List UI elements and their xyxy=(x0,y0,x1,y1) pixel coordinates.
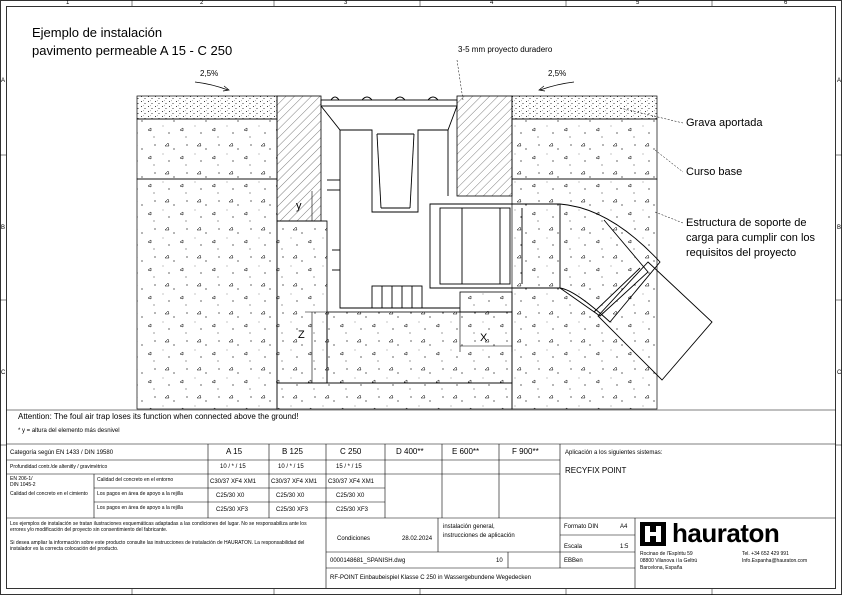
class-b125: B 125 xyxy=(282,447,303,456)
concrete1-a15: C30/37 XF4 XM1 xyxy=(210,479,257,485)
hauraton-logo-icon xyxy=(640,522,666,546)
surface-tolerance-note: 3-5 mm proyecto duradero xyxy=(458,45,553,54)
depth-b125: 10 / * / 15 xyxy=(278,464,304,470)
callout-gravel: Grava aportada xyxy=(686,117,763,129)
address-line-1: Rocinao de l'Espíritu 59 xyxy=(640,551,693,557)
base-course-left xyxy=(137,119,277,179)
class-c250: C 250 xyxy=(340,447,362,456)
depth-c250: 15 / * / 15 xyxy=(336,464,362,470)
foundation-step xyxy=(460,292,512,312)
foundation-left xyxy=(277,221,327,383)
disclaimer-1: Los ejemplos de instalación se tratan ilustraciones esquemáticas adaptadas a las condiciones del lugar. No se responsabiliza ante los errores y/o modificación del proyecto sin consentimiento del fabricante. xyxy=(10,521,307,534)
frame-col-2: 2 xyxy=(200,0,204,6)
frame-col-4: 4 xyxy=(490,0,494,6)
row-category-label: Categoría según EN 1433 / DIN 19580 xyxy=(10,450,114,456)
frame-row-a-right: A xyxy=(837,78,842,84)
row-standard-b: DIN 1045-2 xyxy=(10,482,36,488)
install-text-2: instrucciones de aplicación xyxy=(443,533,515,539)
attention-note: Attention: The foul air trap loses its function when connected above the ground! xyxy=(18,412,299,421)
callout-structure-2: carga para cumplir con los xyxy=(686,232,816,244)
drawing-title-line1: Ejemplo de instalación xyxy=(32,25,163,40)
class-d400: D 400** xyxy=(396,447,424,456)
surround-right-upper xyxy=(457,96,512,196)
class-f900: F 900** xyxy=(512,447,539,456)
install-text-1: instalación general, xyxy=(443,524,495,530)
contact-phone: Tel. +34 652 429 991 xyxy=(742,551,789,557)
point-drain-body xyxy=(321,97,460,308)
row-standard-a: EN 206-1/ xyxy=(10,476,33,482)
concrete1-b125: C30/37 XF4 XM1 xyxy=(271,479,318,485)
system-name: RECYFIX POINT xyxy=(565,466,627,475)
dimension-z-label: Z xyxy=(298,329,305,341)
editor: EBBen xyxy=(564,558,583,564)
concrete3-a15: C25/30 XF3 xyxy=(216,507,249,513)
frame-row-b: B xyxy=(1,225,6,231)
frame-row-c: C xyxy=(1,370,6,376)
slope-right-label: 2,5% xyxy=(548,69,567,78)
address-line-2: 08800 Vilanova i la Geltrú xyxy=(640,558,698,564)
depth-a15: 10 / * / 15 xyxy=(220,464,246,470)
concrete2-c250: C25/30 X0 xyxy=(336,493,365,499)
contact-email: Info.Espanha@hauraton.com xyxy=(742,558,808,564)
brand-wordmark: hauraton xyxy=(672,518,780,548)
concrete-sub3: Los pagos en área de apoyo a la rejilla xyxy=(97,505,183,511)
disclaimer-2: Si desea ampliar la información sobre este producto consulte las instrucciones de instalación de HAURATON. La responsabilidad del instalador es la correcta colocación del producto. xyxy=(10,540,305,553)
drawing-description: RF-POINT Einbaubeispiel Klasse C 250 in Wassergebundene Wegedecken xyxy=(330,575,531,581)
gravel-layer-left xyxy=(137,96,277,119)
applies-label: Aplicación a los siguientes sistemas: xyxy=(565,450,663,456)
concrete-sub2: Los pagos en área de apoyo a la rejilla xyxy=(97,491,183,497)
scale-value: 1:5 xyxy=(620,544,629,550)
frame-row-c-right: C xyxy=(837,370,842,376)
concrete2-a15: C25/30 X0 xyxy=(216,493,245,499)
slope-left-label: 2,5% xyxy=(200,69,219,78)
scale-label: Escala xyxy=(564,544,583,550)
base-course-right xyxy=(512,119,657,179)
row-depth-label: Profundidad contr./de altenitly / gravimétrico xyxy=(10,464,108,470)
format-value: A4 xyxy=(620,524,628,530)
frame-col-5: 5 xyxy=(636,0,640,6)
concrete2-b125: C25/30 X0 xyxy=(276,493,305,499)
dimension-y-label: y xyxy=(296,200,302,212)
callout-base-course: Curso base xyxy=(686,166,743,178)
frame-row-b-right: B xyxy=(837,225,842,231)
class-a15: A 15 xyxy=(226,447,243,456)
support-structure-right xyxy=(512,179,657,409)
drawing-date: 28.02.2024 xyxy=(402,536,433,542)
file-name: 0000148681_SPANISH.dwg xyxy=(330,558,406,564)
slope-arrows xyxy=(195,82,574,91)
callout-structure-1: Estructura de soporte de xyxy=(686,217,807,229)
address-line-3: Barcelona, España xyxy=(640,565,683,571)
revision-number: 10 xyxy=(496,558,503,564)
gravel-layer-right xyxy=(512,96,657,119)
concrete3-c250: C25/30 XF3 xyxy=(336,507,369,513)
inner-border xyxy=(7,7,836,589)
class-e600: E 600** xyxy=(452,447,480,456)
frame-col-6: 6 xyxy=(784,0,788,6)
concrete3-b125: C25/30 XF3 xyxy=(276,507,309,513)
callout-structure-3: requisitos del proyecto xyxy=(686,247,797,259)
drawing-title-line2: pavimento permeable A 15 - C 250 xyxy=(32,43,233,58)
frame-col-3: 3 xyxy=(344,0,348,6)
support-structure-bottom xyxy=(277,383,512,409)
frame-col-1: 1 xyxy=(66,0,70,6)
concrete-sub1: Calidad del concreto en el entorno xyxy=(97,477,174,483)
y-definition-note: * y = altura del elemento más desnivel xyxy=(18,428,120,434)
support-structure-left xyxy=(137,179,277,409)
foundation-bottom xyxy=(327,312,512,383)
format-label: Formato DIN xyxy=(564,524,599,530)
row-concrete-label: Calidad del concreto en el cimiento xyxy=(10,491,88,497)
concrete1-c250: C30/37 XF4 XM1 xyxy=(328,479,375,485)
conditions-label: Condiciones xyxy=(337,536,371,542)
dimension-x-label: X xyxy=(480,332,488,344)
frame-row-a: A xyxy=(1,78,6,84)
